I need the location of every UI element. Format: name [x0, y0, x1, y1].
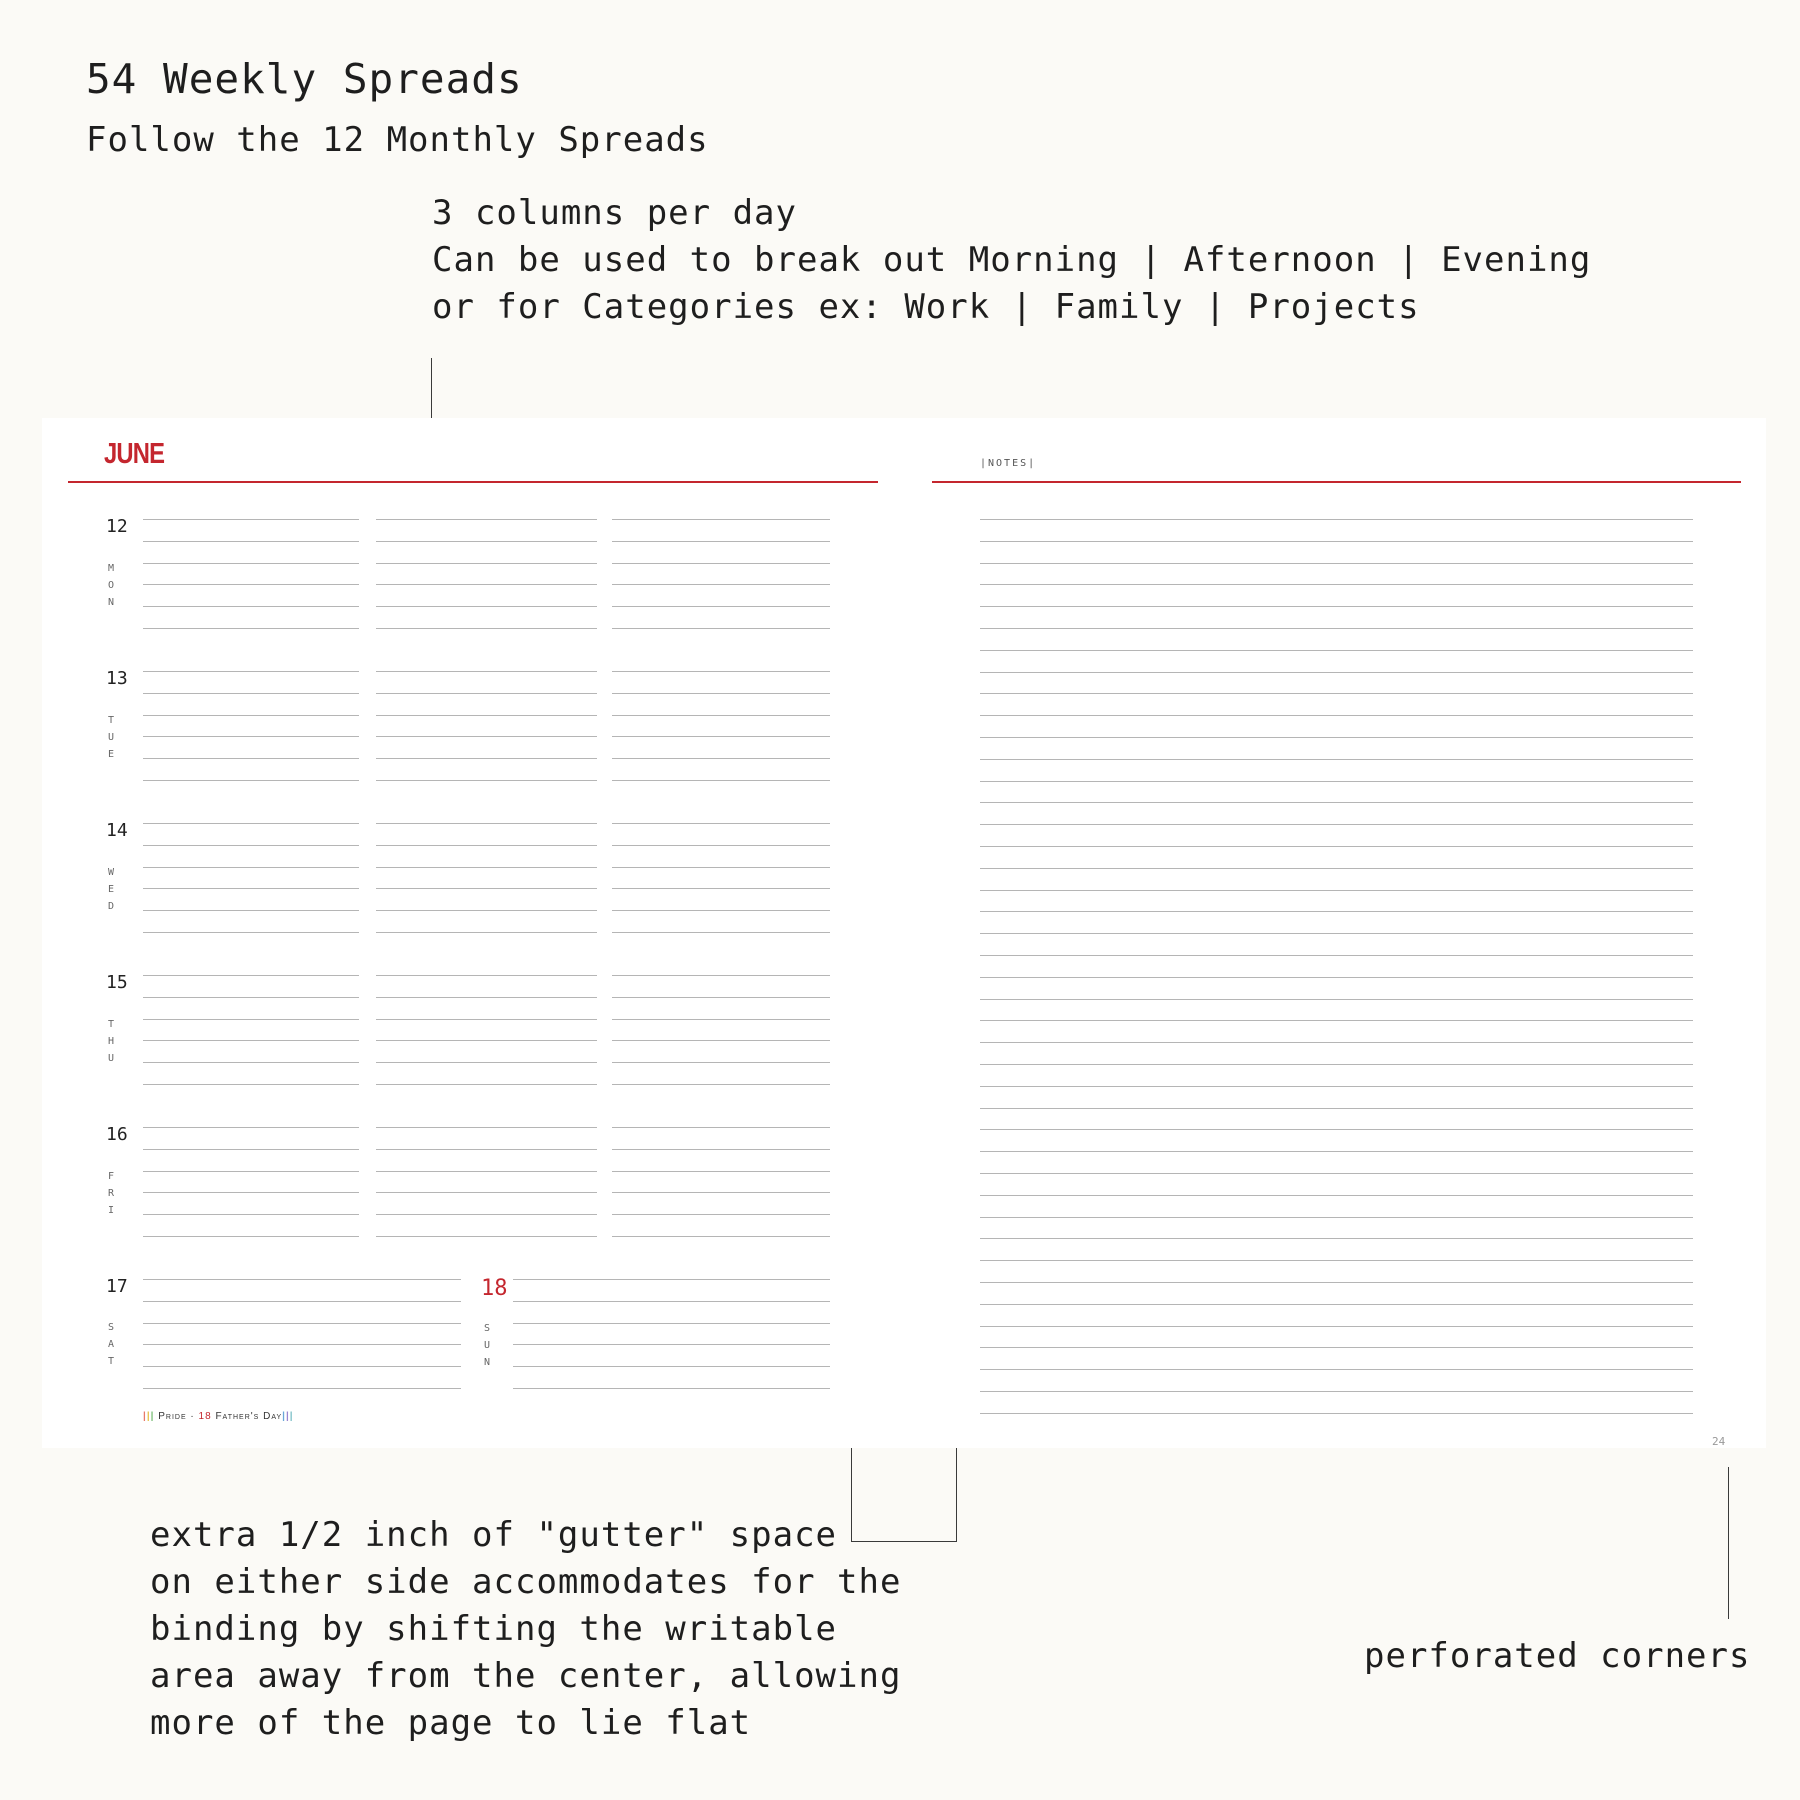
- ruled-line: [612, 932, 830, 933]
- day-letter: S: [107, 1322, 115, 1333]
- day-letter: H: [107, 1036, 115, 1047]
- ruled-line: [143, 1171, 359, 1172]
- ruled-line: [143, 1127, 359, 1128]
- ruled-line: [143, 867, 359, 868]
- right-page-header-rule: [932, 481, 1741, 483]
- caption-gutter-line: extra 1/2 inch of "gutter" space: [150, 1515, 838, 1555]
- day-number: 12: [106, 516, 128, 537]
- ruled-line: [612, 671, 830, 672]
- ruled-line: [143, 628, 359, 629]
- day-letter: M: [107, 563, 115, 574]
- ruled-line: [612, 1019, 830, 1020]
- ruled-line: [376, 1062, 597, 1063]
- day-letter: N: [107, 597, 115, 608]
- holiday-separator: ·: [190, 1411, 195, 1422]
- holiday-note: [143, 1411, 294, 1422]
- ruled-line: [980, 628, 1693, 629]
- ruled-line: [980, 1042, 1693, 1043]
- ruled-line: [980, 1217, 1693, 1218]
- ruled-line: [143, 736, 359, 737]
- day-letter: S: [483, 1323, 491, 1334]
- ruled-line: [612, 780, 830, 781]
- ruled-line: [980, 1413, 1693, 1414]
- ruled-line: [376, 693, 597, 694]
- ruled-line: [612, 1171, 830, 1172]
- ruled-line: [980, 999, 1693, 1000]
- ruled-line: [376, 1149, 597, 1150]
- ruled-line: [980, 1151, 1693, 1152]
- ruled-line: [612, 584, 830, 585]
- left-page-header-rule: [68, 481, 878, 483]
- ruled-line: [143, 1084, 359, 1085]
- ruled-line: [612, 736, 830, 737]
- ruled-line: [980, 781, 1693, 782]
- ruled-line: [612, 997, 830, 998]
- day-letter: E: [107, 749, 115, 760]
- ruled-line: [376, 975, 597, 976]
- ruled-line: [376, 867, 597, 868]
- month-title: JUNE: [104, 438, 165, 470]
- ruled-line: [143, 584, 359, 585]
- ruled-line: [143, 606, 359, 607]
- ruled-line: [143, 1323, 461, 1324]
- ruled-line: [376, 932, 597, 933]
- ruled-line: [612, 758, 830, 759]
- ruled-line: [376, 736, 597, 737]
- ruled-line: [980, 693, 1693, 694]
- ruled-line: [376, 671, 597, 672]
- day-letter: U: [107, 1053, 115, 1064]
- day-letter: T: [107, 1356, 115, 1367]
- notes-label: |NOTES|: [980, 458, 1037, 469]
- holiday-date: 18: [198, 1411, 212, 1422]
- ruled-line: [376, 1040, 597, 1041]
- ruled-line: [980, 868, 1693, 869]
- day-letter: U: [107, 732, 115, 743]
- ruled-line: [513, 1301, 830, 1302]
- day-letter: I: [107, 1205, 115, 1216]
- caption-title: 54 Weekly Spreads: [86, 55, 523, 103]
- ruled-line: [143, 758, 359, 759]
- ruled-line: [143, 932, 359, 933]
- ruled-line: [143, 780, 359, 781]
- ruled-line: [612, 1214, 830, 1215]
- ruled-line: [612, 541, 830, 542]
- ruled-line: [980, 846, 1693, 847]
- ruled-line: [376, 1084, 597, 1085]
- ruled-line: [612, 910, 830, 911]
- ruled-line: [612, 1084, 830, 1085]
- ruled-line: [980, 1173, 1693, 1174]
- ruled-line: [980, 1347, 1693, 1348]
- ruled-line: [143, 715, 359, 716]
- caption-gutter-line: on either side accommodates for the: [150, 1562, 902, 1602]
- ruled-line: [612, 628, 830, 629]
- ruled-line: [143, 910, 359, 911]
- ruled-line: [143, 1192, 359, 1193]
- ruled-line: [143, 693, 359, 694]
- day-number-sunday: 18: [481, 1276, 508, 1301]
- ruled-line: [376, 715, 597, 716]
- ruled-line: [612, 1127, 830, 1128]
- ruled-line: [612, 1040, 830, 1041]
- day-letters: [105, 560, 117, 611]
- ruled-line: [376, 1236, 597, 1237]
- ruled-line: [376, 1214, 597, 1215]
- ruled-line: [376, 997, 597, 998]
- ruled-line: [980, 955, 1693, 956]
- ruled-line: [143, 1301, 461, 1302]
- day-number: 14: [106, 820, 128, 841]
- ruled-line: [980, 1238, 1693, 1239]
- ruled-line: [143, 1236, 359, 1237]
- ruled-line: [143, 1279, 461, 1280]
- ruled-line: [612, 563, 830, 564]
- ruled-line: [143, 1366, 461, 1367]
- day-letter: D: [107, 901, 115, 912]
- day-letter: R: [107, 1188, 115, 1199]
- ruled-line: [980, 541, 1693, 542]
- ruled-line: [980, 824, 1693, 825]
- ruled-line: [376, 1019, 597, 1020]
- ruled-line: [980, 890, 1693, 891]
- day-letter: T: [107, 1019, 115, 1030]
- ruled-line: [143, 845, 359, 846]
- ruled-line: [376, 584, 597, 585]
- ruled-line: [980, 1064, 1693, 1065]
- day-letters: [105, 1016, 117, 1067]
- rainbow-bar-left: |||: [143, 1411, 155, 1422]
- ruled-line: [376, 1127, 597, 1128]
- ruled-line: [143, 1040, 359, 1041]
- ruled-line: [612, 975, 830, 976]
- day-letters: [105, 712, 117, 763]
- ruled-line: [612, 1149, 830, 1150]
- ruled-line: [612, 715, 830, 716]
- ruled-line: [513, 1388, 830, 1389]
- ruled-line: [376, 519, 597, 520]
- ruled-line: [980, 672, 1693, 673]
- caption-columns-line: Can be used to break out Morning | Afternoon | Evening: [432, 240, 1592, 280]
- ruled-line: [980, 606, 1693, 607]
- day-number: 15: [106, 972, 128, 993]
- day-letters: [105, 1168, 117, 1219]
- ruled-line: [980, 1369, 1693, 1370]
- day-letters: [105, 1319, 117, 1370]
- ruled-line: [143, 1149, 359, 1150]
- day-letter: N: [483, 1357, 491, 1368]
- ruled-line: [980, 737, 1693, 738]
- ruled-line: [980, 933, 1693, 934]
- columns-leader-line: [431, 358, 432, 418]
- ruled-line: [143, 519, 359, 520]
- ruled-line: [143, 541, 359, 542]
- ruled-line: [513, 1323, 830, 1324]
- ruled-line: [376, 541, 597, 542]
- ruled-line: [143, 1019, 359, 1020]
- ruled-line: [980, 1129, 1693, 1130]
- ruled-line: [143, 563, 359, 564]
- ruled-line: [980, 584, 1693, 585]
- ruled-line: [980, 977, 1693, 978]
- ruled-line: [143, 997, 359, 998]
- ruled-line: [376, 845, 597, 846]
- ruled-line: [980, 650, 1693, 651]
- ruled-line: [612, 1062, 830, 1063]
- ruled-line: [143, 1344, 461, 1345]
- day-letter: U: [483, 1340, 491, 1351]
- ruled-line: [143, 823, 359, 824]
- gutter-bracket-right: [956, 1448, 957, 1542]
- ruled-line: [980, 1108, 1693, 1109]
- ruled-line: [376, 823, 597, 824]
- ruled-line: [143, 1388, 461, 1389]
- page-number: 24: [1712, 1435, 1726, 1448]
- ruled-line: [376, 606, 597, 607]
- ruled-line: [143, 671, 359, 672]
- ruled-line: [612, 823, 830, 824]
- day-letter: T: [107, 715, 115, 726]
- ruled-line: [980, 1020, 1693, 1021]
- ruled-line: [376, 758, 597, 759]
- ruled-line: [980, 759, 1693, 760]
- ruled-line: [143, 1214, 359, 1215]
- ruled-line: [376, 888, 597, 889]
- ruled-line: [612, 606, 830, 607]
- caption-perforated: perforated corners: [1364, 1636, 1751, 1676]
- ruled-line: [980, 802, 1693, 803]
- ruled-line: [143, 888, 359, 889]
- ruled-line: [612, 693, 830, 694]
- caption-gutter-line: area away from the center, allowing: [150, 1656, 902, 1696]
- caption-columns: [432, 190, 1591, 331]
- day-letter: F: [107, 1171, 115, 1182]
- ruled-line: [376, 1171, 597, 1172]
- caption-gutter-line: more of the page to lie flat: [150, 1703, 752, 1743]
- holiday-fathers-day: Father's Day: [215, 1411, 283, 1422]
- ruled-line: [612, 1236, 830, 1237]
- ruled-line: [980, 1326, 1693, 1327]
- caption-gutter: [150, 1512, 901, 1747]
- day-number: 16: [106, 1124, 128, 1145]
- ruled-line: [376, 780, 597, 781]
- ruled-line: [980, 1391, 1693, 1392]
- ruled-line: [980, 1195, 1693, 1196]
- day-letter: O: [107, 580, 115, 591]
- day-letter: A: [107, 1339, 115, 1350]
- ruled-line: [980, 1282, 1693, 1283]
- day-number: 17: [106, 1276, 128, 1297]
- caption-columns-line: or for Categories ex: Work | Family | Projects: [432, 287, 1420, 327]
- ruled-line: [143, 975, 359, 976]
- ruled-line: [980, 715, 1693, 716]
- day-number: 13: [106, 668, 128, 689]
- caption-columns-line: 3 columns per day: [432, 193, 797, 233]
- ruled-line: [143, 1062, 359, 1063]
- ruled-line: [513, 1279, 830, 1280]
- ruled-line: [612, 1192, 830, 1193]
- rainbow-bar-right: |||: [282, 1411, 294, 1422]
- ruled-line: [612, 845, 830, 846]
- ruled-line: [980, 519, 1693, 520]
- ruled-line: [513, 1344, 830, 1345]
- day-letter: W: [107, 867, 115, 878]
- ruled-line: [612, 519, 830, 520]
- day-letter: E: [107, 884, 115, 895]
- day-letters: [481, 1320, 493, 1371]
- ruled-line: [376, 628, 597, 629]
- ruled-line: [376, 1192, 597, 1193]
- perforated-leader-line: [1728, 1467, 1729, 1619]
- ruled-line: [980, 1304, 1693, 1305]
- ruled-line: [612, 888, 830, 889]
- ruled-line: [980, 563, 1693, 564]
- day-letters: [105, 864, 117, 915]
- holiday-pride: Pride: [158, 1411, 187, 1422]
- ruled-line: [980, 1086, 1693, 1087]
- ruled-line: [980, 911, 1693, 912]
- caption-gutter-line: binding by shifting the writable: [150, 1609, 838, 1649]
- ruled-line: [376, 563, 597, 564]
- ruled-line: [612, 867, 830, 868]
- ruled-line: [376, 910, 597, 911]
- ruled-line: [513, 1366, 830, 1367]
- caption-subtitle: Follow the 12 Monthly Spreads: [86, 120, 709, 160]
- ruled-line: [980, 1260, 1693, 1261]
